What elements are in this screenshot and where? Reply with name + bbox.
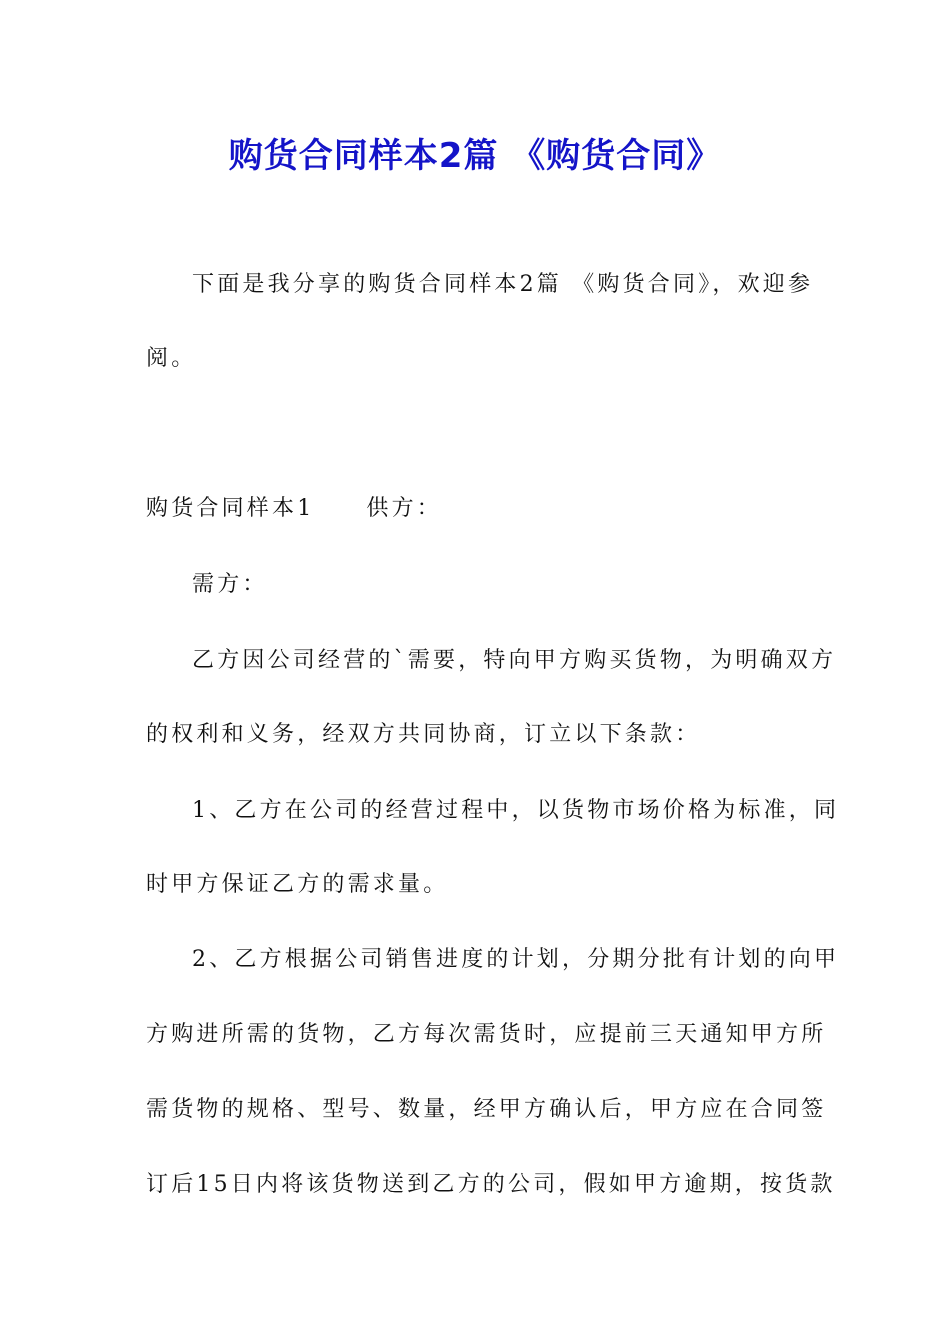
paragraph-3-line-4: 订后15日内将该货物送到乙方的公司，假如甲方逾期，按货款: [146, 1172, 836, 1197]
paragraph-3-line-3: 需货物的规格、型号、数量，经甲方确认后，甲方应在合同签: [146, 1097, 827, 1122]
paragraph-2-line-2: 时甲方保证乙方的需求量。: [146, 872, 449, 897]
demander-label: 需方：: [192, 572, 268, 597]
paragraph-1-line-2: 的权利和义务，经双方共同协商，订立以下条款：: [146, 722, 701, 747]
sample-heading-row: [146, 494, 442, 524]
paragraph-3-line-2: 方购进所需的货物，乙方每次需货时，应提前三天通知甲方所: [146, 1022, 827, 1047]
sample-heading: 购货合同样本1: [146, 496, 315, 521]
paragraph-2-line-1: 1、乙方在公司的经营过程中，以货物市场价格为标准，同: [192, 798, 840, 823]
intro-line-1: 下面是我分享的购货合同样本2篇 《购货合同》，欢迎参: [192, 272, 814, 297]
paragraph-3-line-1: 2、乙方根据公司销售进度的计划，分期分批有计划的向甲: [192, 947, 840, 972]
document-title: 购货合同样本2篇 《购货合同》: [228, 136, 722, 176]
paragraph-1-line-1: 乙方因公司经营的`需要，特向甲方购买货物，为明确双方: [192, 648, 837, 673]
intro-line-2: 阅。: [146, 346, 197, 371]
supplier-label: 供方：: [366, 496, 443, 521]
